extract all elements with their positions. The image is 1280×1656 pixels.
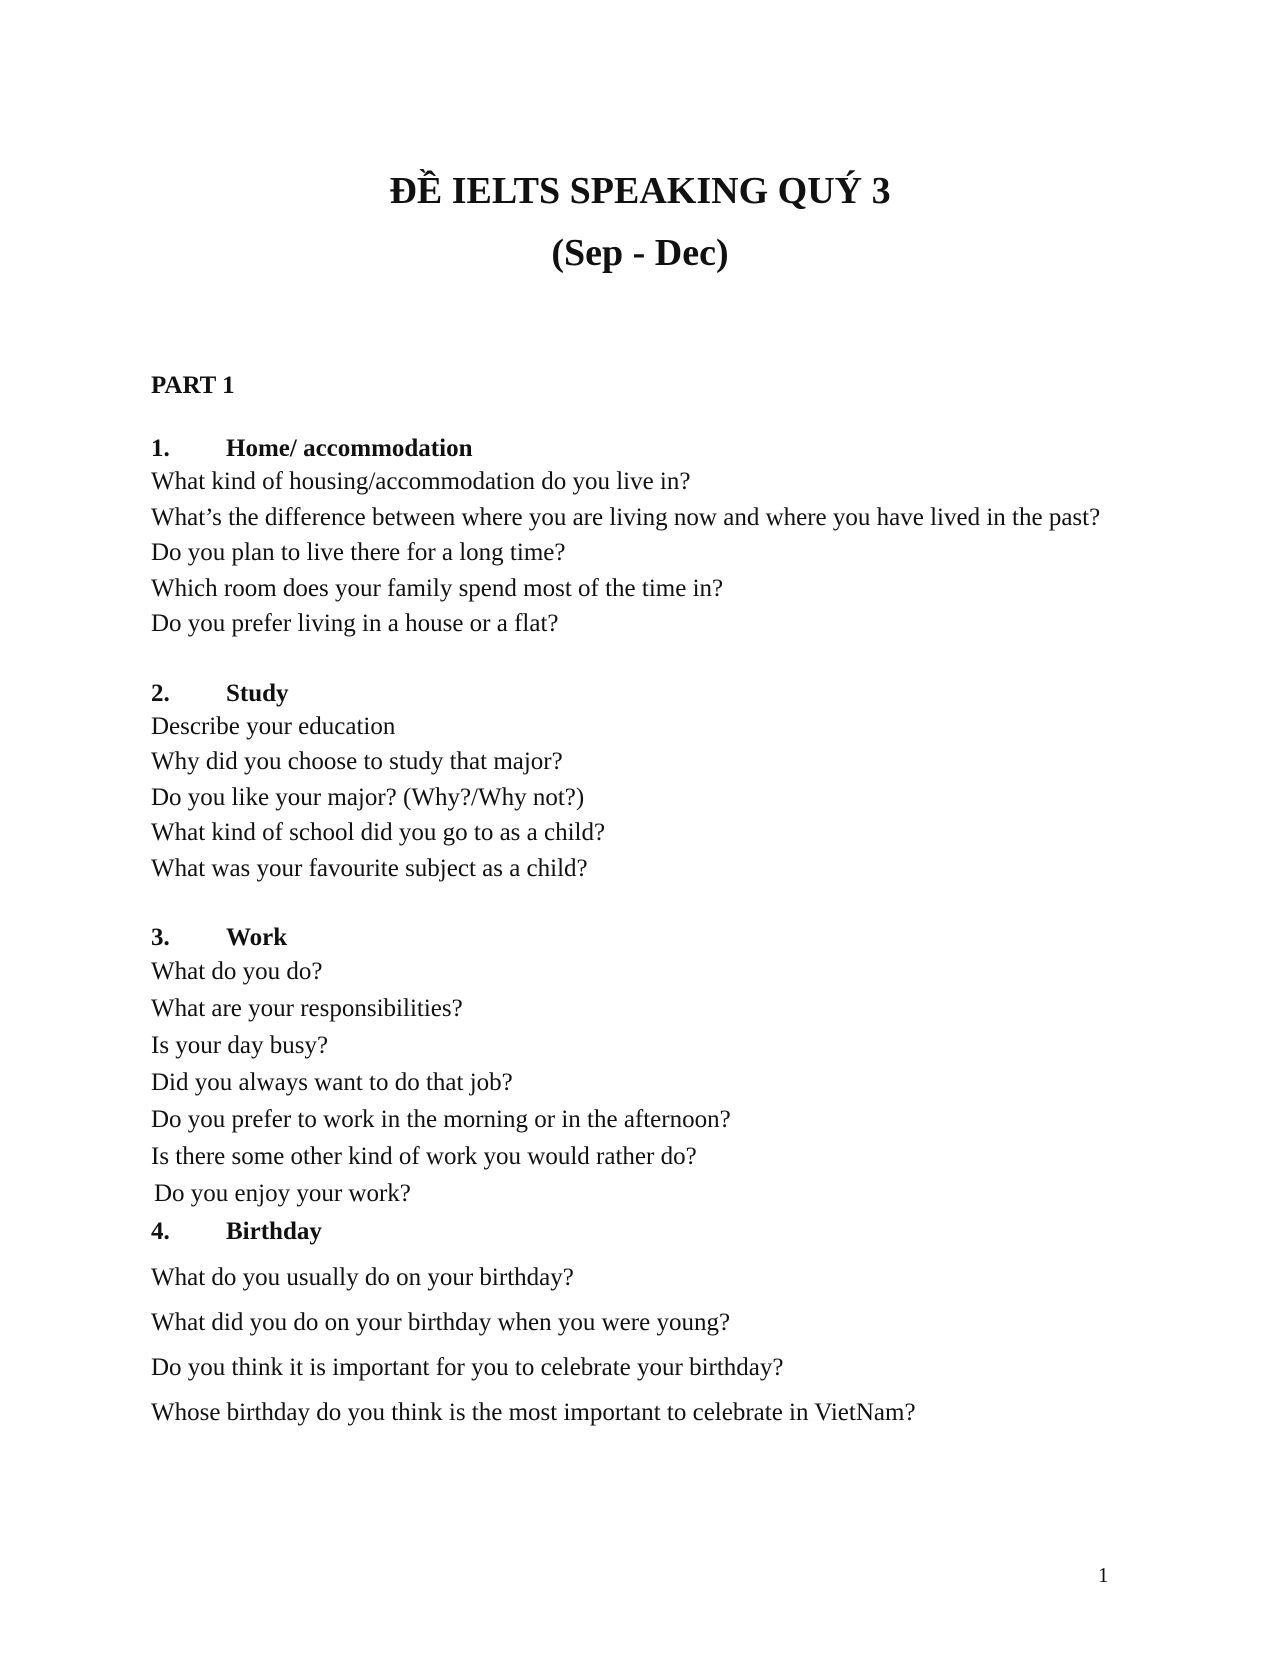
document-subtitle: (Sep - Dec) (551, 232, 729, 274)
section-heading (151, 433, 1151, 464)
question: What do you do? (151, 958, 323, 985)
question: What kind of school did you go to as a child? (151, 819, 606, 846)
question: What’s the difference between where you are living now and where you have lived in the past? (151, 503, 1101, 531)
question: What was your favourite subject as a child? (151, 854, 588, 882)
section-title: Home/ accommodation (226, 435, 473, 462)
spacer (151, 886, 1151, 922)
question: Describe your education (151, 712, 396, 740)
question: What do you usually do on your birthday? (151, 1264, 574, 1291)
question: Do you enjoy your work? (154, 1180, 411, 1207)
section-home-accommodation (151, 433, 1151, 642)
title-block (0, 160, 1280, 284)
section-title: Work (226, 924, 288, 951)
question: Did you always want to do that job? (151, 1069, 513, 1096)
document-title: ĐỀ IELTS SPEAKING QUÝ 3 (389, 170, 891, 212)
section-heading (151, 1216, 1151, 1247)
part-heading: PART 1 (151, 372, 235, 399)
question: Is there some other kind of work you would rather do? (151, 1143, 697, 1170)
question: Do you think it is important for you to celebrate your birthday? (151, 1354, 784, 1381)
question: Is your day busy? (151, 1032, 329, 1059)
question: Do you prefer living in a house or a flat? (151, 610, 559, 637)
section-number: 4. (151, 1218, 170, 1245)
question: What kind of housing/accommodation do you live in? (151, 468, 691, 495)
question: Do you plan to live there for a long time? (151, 539, 566, 566)
section-number: 3. (151, 924, 170, 951)
section-number: 2. (151, 679, 170, 707)
question: Which room does your family spend most of the time in? (151, 574, 724, 602)
spacer (151, 642, 1151, 678)
question: What did you do on your birthday when you were young? (151, 1309, 731, 1336)
section-work (151, 922, 1151, 1212)
section-heading (151, 922, 1151, 953)
document-body (151, 371, 1151, 1435)
section-study (151, 678, 1151, 887)
question: What are your responsibilities? (151, 995, 463, 1022)
question: Do you prefer to work in the morning or in the afternoon? (151, 1106, 731, 1133)
question: Whose birthday do you think is the most important to celebrate in VietNam? (151, 1399, 916, 1426)
section-heading (151, 678, 1151, 709)
section-number: 1. (151, 435, 170, 462)
section-title: Birthday (226, 1218, 322, 1245)
page-number: 1 (1098, 1563, 1109, 1587)
question: Why did you choose to study that major? (151, 748, 563, 775)
section-birthday (151, 1216, 1151, 1435)
question: Do you like your major? (Why?/Why not?) (151, 783, 585, 811)
section-title: Study (226, 679, 289, 707)
